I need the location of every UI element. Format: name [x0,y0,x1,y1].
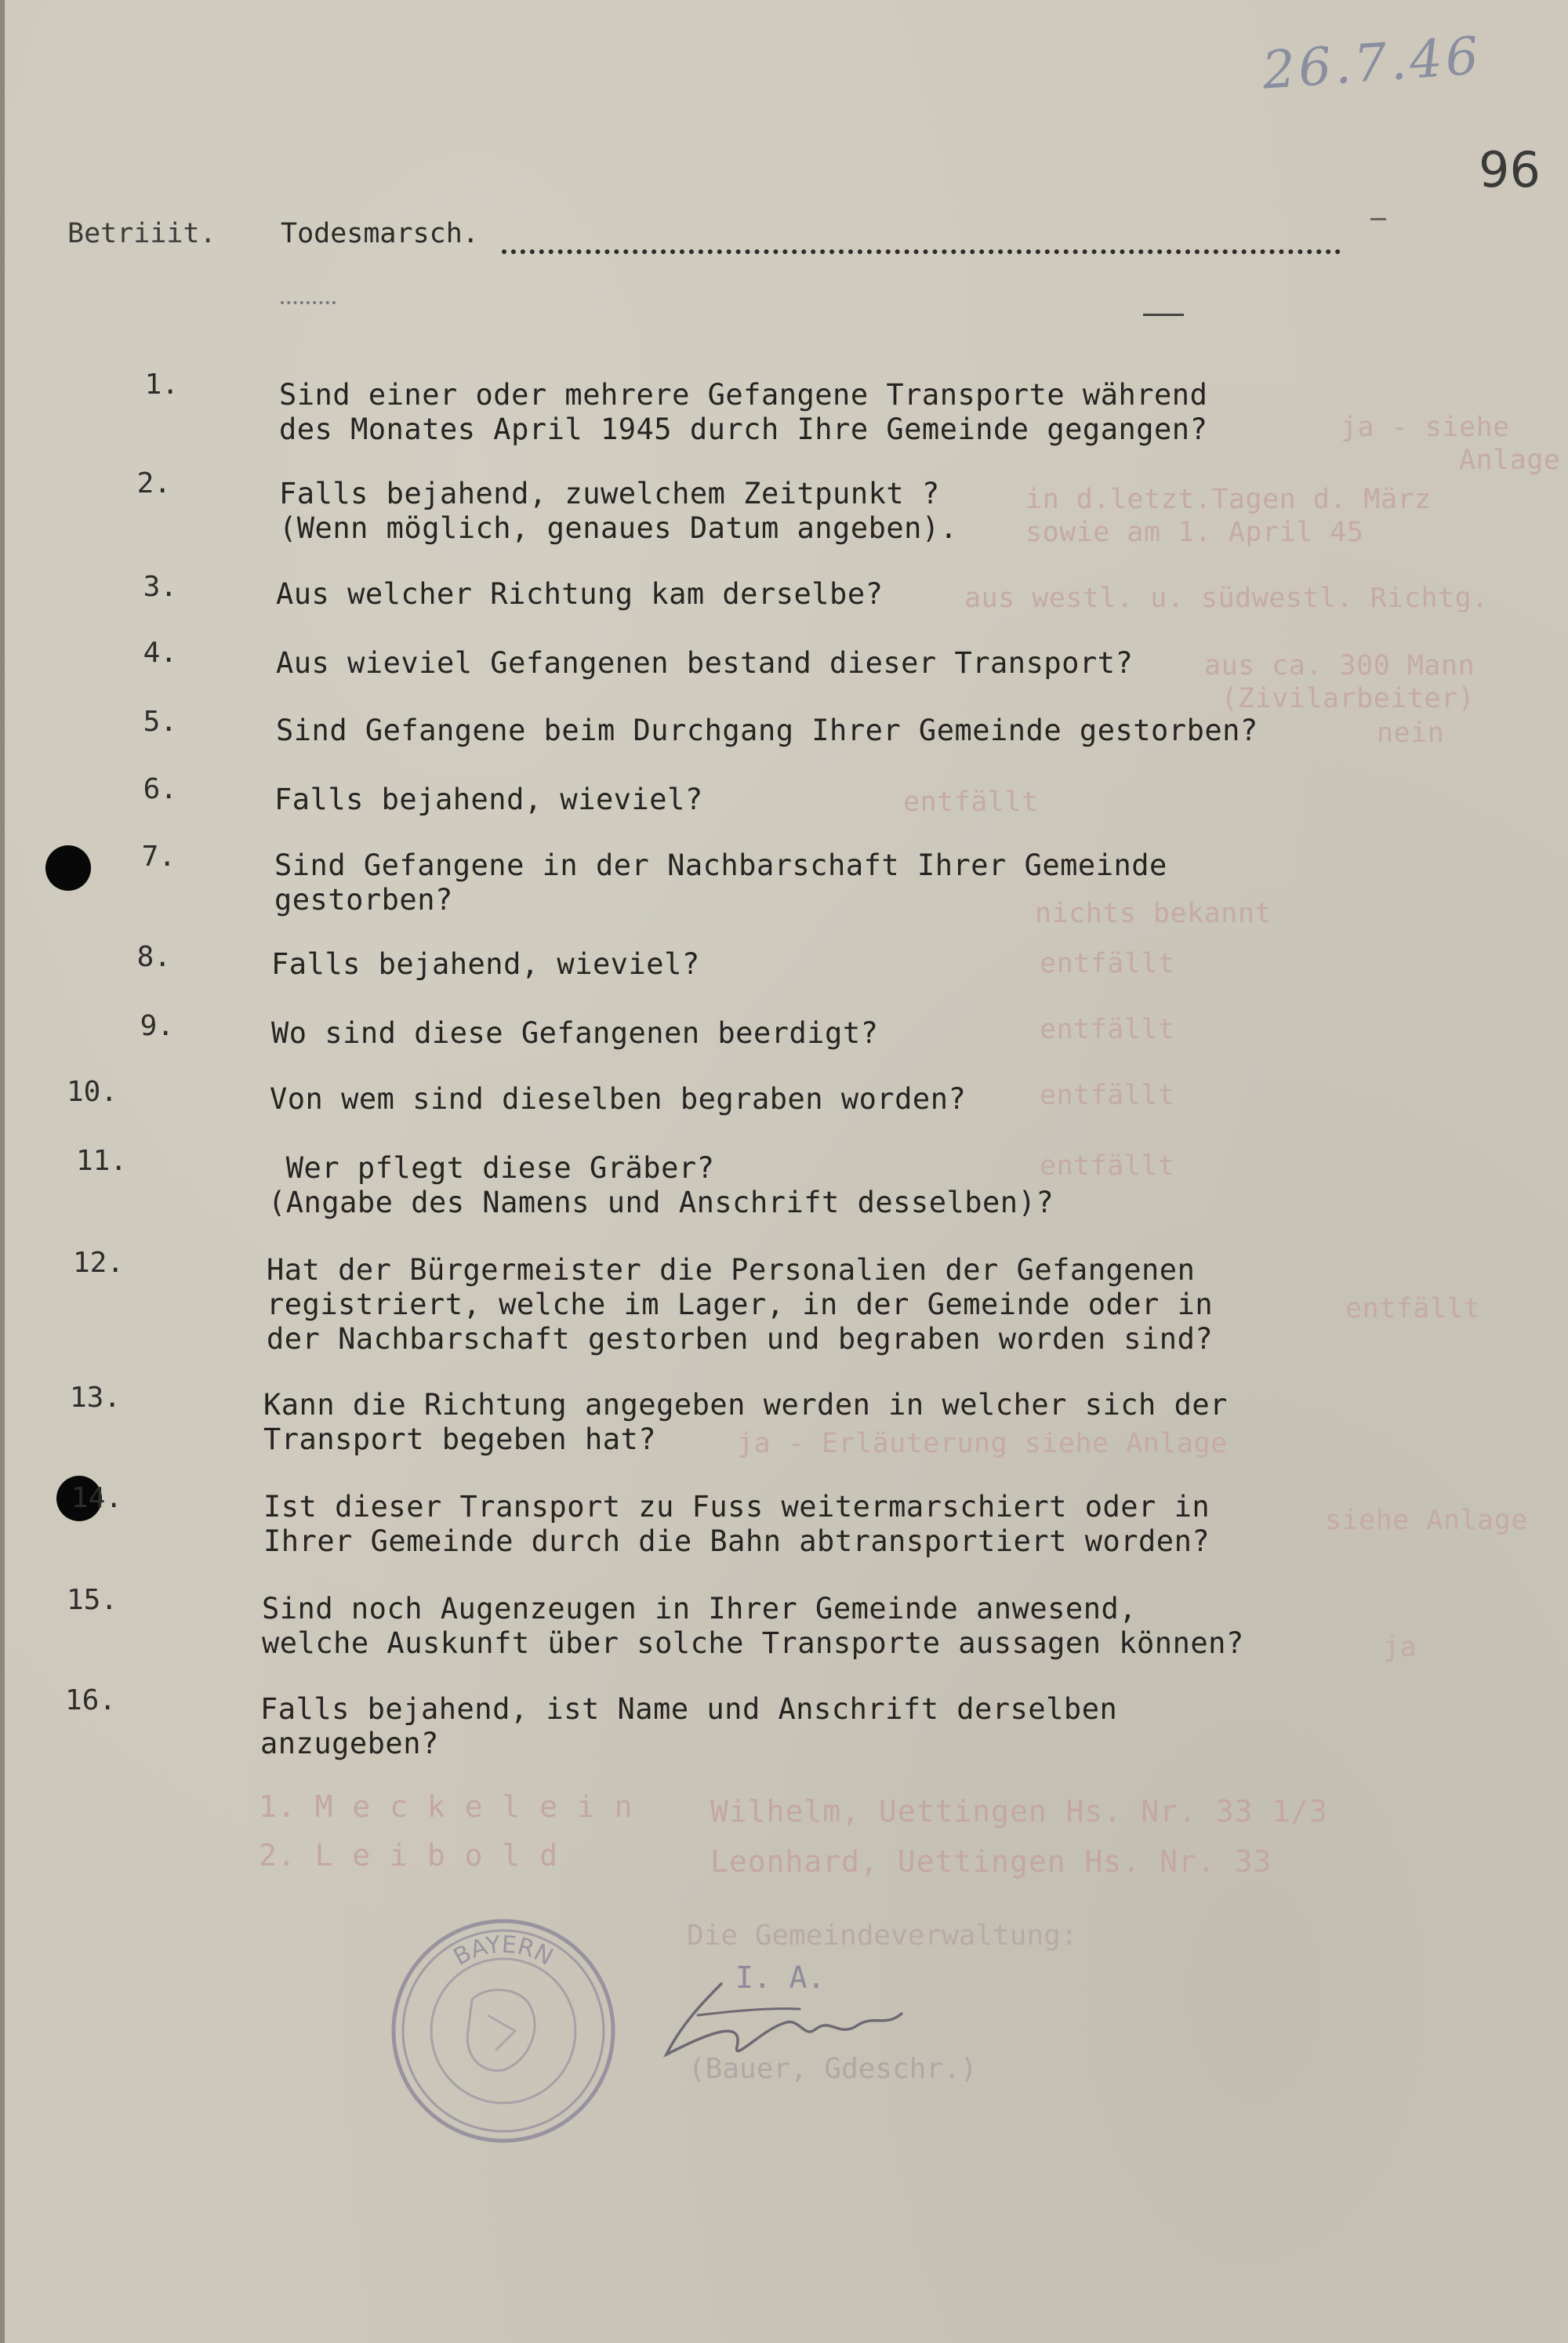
question-text: Falls bejahend, ist Name und Anschrift derselben anzugeben? [260,1692,1118,1760]
question-text: Ist dieser Transport zu Fuss weitermarschiert oder in Ihrer Gemeinde durch die Bahn abtransportiert worden? [263,1490,1210,1558]
answer-text: ja - siehe Anlage [1341,412,1561,476]
question-text: Sind Gefangene in der Nachbarschaft Ihrer Gemeinde gestorben? [274,848,1167,917]
question-text: Hat der Bürgermeister die Personalien der Gefangenen registriert, welche im Lager, in der Gemeinde oder in der Nachbarschaft gestorben und begraben worden sind? [267,1253,1214,1356]
pencil-date-note: 26.7.46 [1260,25,1484,101]
question-number: 1. [144,369,179,401]
witness-surname: 2. L e i b o l d [259,1838,559,1873]
dotted-leader [502,221,1341,254]
question-text: Aus welcher Richtung kam derselbe? [276,577,884,611]
answer-text: entfällt [1040,1080,1175,1111]
question-number: 5. [143,706,177,738]
municipal-office-label: Die Gemeindeverwaltung: [687,1920,1078,1952]
question-number: 2. [136,467,171,499]
page-number: 96 [1479,141,1541,198]
dotted-leader [281,301,336,304]
answer-text: entfällt [1040,1014,1175,1045]
question-text: Falls bejahend, zuwelchem Zeitpunkt ? (Wenn möglich, genaues Datum angeben). [279,477,958,545]
answer-text: nichts bekannt [1035,898,1272,929]
answer-text: siehe Anlage [1325,1505,1528,1536]
answer-text: aus ca. 300 Mann (Zivilarbeiter) [1204,650,1475,714]
question-text: Von wem sind dieselben begraben worden? [270,1082,967,1116]
official-seal-stamp [386,1913,621,2149]
question-number: 3. [143,571,177,603]
question-number: 14. [71,1482,122,1514]
answer-text: ja [1383,1632,1417,1663]
answer-text: in d.letzt.Tagen d. März sowie am 1. April 45 [1025,484,1432,548]
divider-dash [1143,314,1184,316]
question-number: 11. [75,1145,127,1177]
question-text: Falls bejahend, wieviel? [274,783,703,816]
witness-address: Wilhelm, Uettingen Hs. Nr. 33 1/3 [710,1794,1328,1829]
question-text: Falls bejahend, wieviel? [271,947,700,981]
question-number: 10. [66,1076,118,1108]
page-edge [0,0,5,2343]
question-text: Kann die Richtung angegeben werden in welcher sich der Transport begeben hat? [263,1388,1228,1456]
question-text: Sind noch Augenzeugen in Ihrer Gemeinde anwesend, welche Auskunft über solche Transporte aussagen können? [262,1592,1244,1660]
question-text: Sind Gefangene beim Durchgang Ihrer Gemeinde gestorben? [276,714,1258,747]
answer-text: entfällt [903,786,1039,818]
question-text: Aus wieviel Gefangenen bestand dieser Transport? [276,646,1134,680]
subject-value: Todesmarsch. [281,218,479,249]
answer-text: nein [1377,717,1445,749]
question-number: 16. [64,1684,116,1716]
answer-text: entfällt [1040,1150,1175,1182]
on-behalf-label: I. A. [735,1960,826,1995]
question-number: 6. [143,773,177,805]
question-number: 13. [69,1382,121,1414]
stamp-top-text: BAYERN [448,1931,558,1971]
witness-address: Leonhard, Uettingen Hs. Nr. 33 [710,1844,1272,1879]
question-number: 12. [72,1247,124,1279]
question-text: Wo sind diese Gefangenen beerdigt? [271,1016,879,1050]
witness-surname: 1. M e c k e l e i n [259,1789,633,1824]
answer-text: entfällt [1040,948,1175,979]
question-number: 8. [136,941,171,973]
question-number: 15. [66,1584,118,1616]
question-text: Sind einer oder mehrere Gefangene Transporte während des Monates April 1945 durch Ihre Gemeinde gegangen? [279,378,1208,446]
question-text: Wer pflegt diese Gräber? (Angabe des Namens und Anschrift desselben)? [268,1151,1054,1219]
answer-text: aus westl. u. südwestl. Richtg. [964,583,1489,614]
signatory-name: (Bauer, Gdeschr.) [688,2053,978,2085]
question-number: 4. [143,637,177,669]
divider-dash [1370,218,1386,220]
subject-label: Betriiit. [67,218,216,249]
question-number: 7. [141,841,176,873]
answer-text: ja - Erläuterung siehe Anlage [737,1428,1228,1459]
answer-text: entfällt [1345,1293,1481,1324]
question-number: 9. [140,1010,174,1042]
